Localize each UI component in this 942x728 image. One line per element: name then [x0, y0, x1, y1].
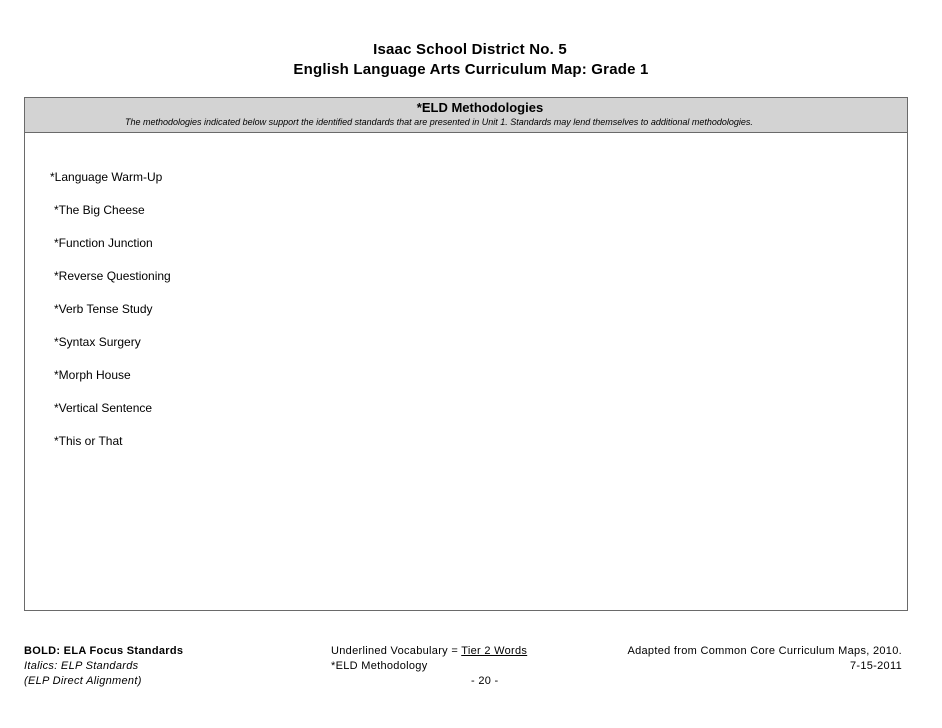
list-item: *The Big Cheese [54, 203, 145, 217]
list-item: *Reverse Questioning [54, 269, 171, 283]
document-header [0, 40, 942, 80]
legend-vocabulary [331, 643, 527, 659]
list-item: *Vertical Sentence [54, 401, 153, 415]
list-item: *Syntax Surgery [54, 335, 141, 349]
list-item: *Verb Tense Study [54, 302, 153, 316]
methodologies-note: The methodologies indicated below support the identified standards that are presented in Unit 1. Standards may lend themselves to additional methodologies. [125, 117, 753, 127]
list-item: *This or That [54, 434, 123, 448]
curriculum-map-title: English Language Arts Curriculum Map: Grade 1 [293, 61, 649, 78]
vocabulary-tier2: Tier 2 Words [461, 645, 528, 657]
district-title: Isaac School District No. 5 [373, 41, 567, 58]
adapted-credit: Adapted from Common Core Curriculum Maps, 2010. [627, 645, 902, 657]
legend-bold: BOLD: ELA Focus Standards [24, 645, 184, 657]
methodologies-title: *ELD Methodologies [416, 100, 544, 115]
revision-date: 7-15-2011 [849, 660, 902, 672]
vocabulary-prefix: Underlined Vocabulary = [331, 645, 462, 657]
page-number: - 20 - [471, 675, 499, 687]
list-item: *Language Warm-Up [50, 170, 163, 184]
legend-elp-direct: (ELP Direct Alignment) [24, 675, 142, 687]
legend-methodology: *ELD Methodology [331, 660, 428, 672]
list-item: *Function Junction [54, 236, 153, 250]
legend-italics: Italics: ELP Standards [24, 660, 139, 672]
methodologies-header-band [25, 98, 907, 133]
list-item: *Morph House [54, 368, 131, 382]
document-footer [0, 643, 942, 703]
